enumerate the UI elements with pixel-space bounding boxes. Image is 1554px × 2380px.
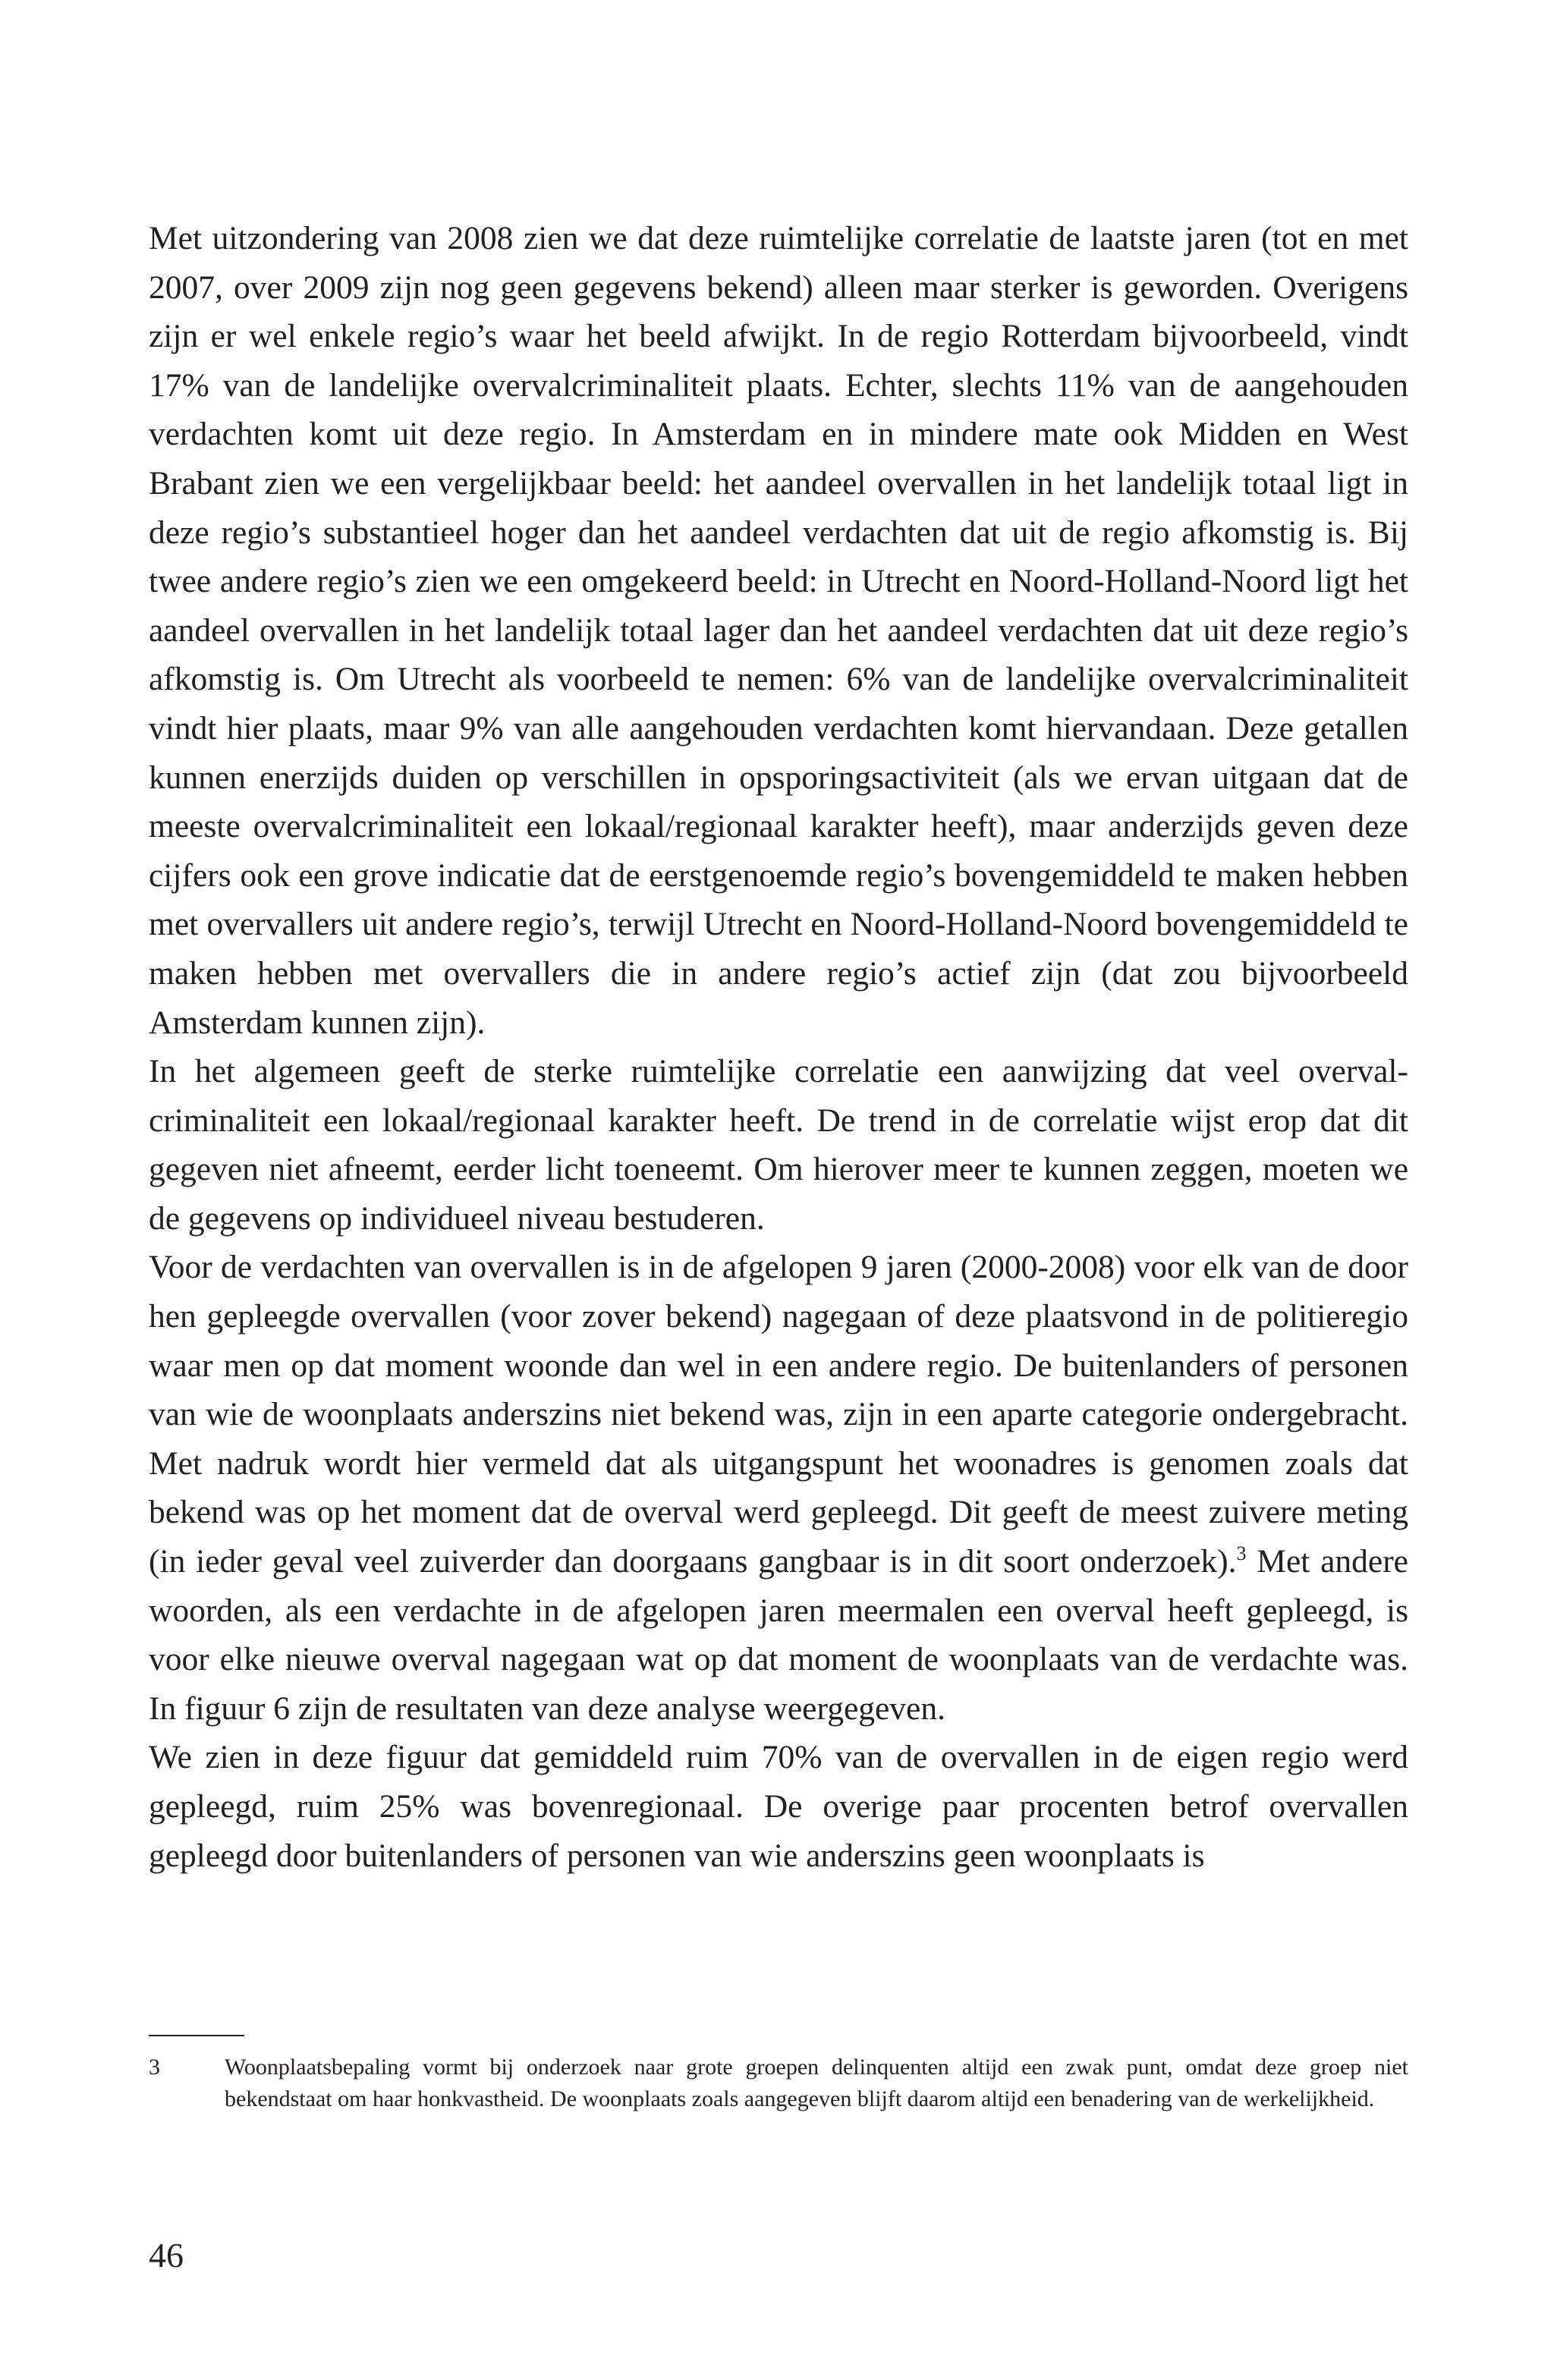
paragraph-3-text: Voor de verdachten van overvallen is in de afgelopen 9 jaren (2000-2008) voor elk van de door hen gepleegde overvallen (voor zover bekend) nagegaan of deze plaatsvond in de politieregio waar men op dat moment woonde dan wel in een andere regio. De buitenlanders of personen van wie de woonplaats anderszins niet bekend was, zijn in een aparte categorie ondergebracht. Met nadruk wordt hier vermeld dat als uitgangspunt het woonadres is genomen zoals dat bekend was op het moment dat de overval werd gepleegd. Dit geeft de meest zuivere meting (in ieder geval veel zuiverder dan doorgaans gangbaar is in dit soort onderzoek). — [149, 1249, 1408, 1580]
footnote — [149, 2051, 1408, 2115]
paragraph-2: In het algemeen geeft de sterke ruimtelijke correlatie een aanwijzing dat veel overvalcriminaliteit een lokaal/regionaal karakter heeft. De trend in de correlatie wijst erop dat dit gegeven niet afneemt, eerder licht toeneemt. Om hierover meer te kunnen zeggen, moeten we de gegevens op individueel niveau bestuderen. — [149, 1053, 1408, 1237]
paragraph-4: We zien in deze figuur dat gemiddeld ruim 70% van de overvallen in de eigen regio werd gepleegd, ruim 25% was bovenregionaal. De overige paar procenten betrof overvallen gepleegd door buitenlanders of personen van wie anderszins geen woonplaats is — [149, 1739, 1408, 1874]
paragraph-1: Met uitzondering van 2008 zien we dat deze ruimtelijke correlatie de laatste jaren (tot en met 2007, over 2009 zijn nog geen gegevens bekend) alleen maar sterker is geworden. Overigens zijn er wel enkele regio’s waar het beeld afwijkt. In de regio Rotterdam bijvoorbeeld, vindt 17% van de landelijke overvalcriminaliteit plaats. Echter, slechts 11% van de aangehouden verdachten komt uit deze regio. In Amsterdam en in mindere mate ook Midden en West Brabant zien we een vergelijkbaar beeld: het aandeel overvallen in het landelijk totaal ligt in deze regio’s substantieel hoger dan het aandeel verdachten dat uit de regio afkomstig is. Bij twee andere regio’s zien we een omgekeerd beeld: in Utrecht en Noord-Holland-Noord ligt het aandeel overvallen in het landelijk totaal lager dan het aandeel verdachten dat uit deze regio’s afkomstig is. Om Utrecht als voorbeeld te nemen: 6% van de landelijke overvalcriminaliteit vindt hier plaats, maar 9% van alle aangehouden verdachten komt hiervandaan. Deze getallen kunnen enerzijds duiden op verschillen in opsporingsactiviteit (als we ervan uitgaan dat de meeste overvalcriminaliteit een lokaal/regionaal karakter heeft), maar anderzijds geven deze cijfers ook een grove indicatie dat de eerstgenoemde regio’s bovengemiddeld te maken hebben met overvallers uit andere regio’s, terwijl Utrecht en Noord-Holland-Noord bovengemiddeld te maken hebben met overvallers die in andere regio’s actief zijn (dat zou bijvoorbeeld Amsterdam kunnen zijn). — [149, 220, 1408, 1041]
footnote-reference: 3 — [1236, 1542, 1247, 1565]
paragraph-3 — [149, 1243, 1408, 1733]
footnote-text: Woonplaatsbepaling vormt bij onderzoek naar grote groepen delinquenten altijd een zwak punt, omdat deze groep niet bekendstaat om haar honkvastheid. De woonplaats zoals aangegeven blijft daarom altijd een benadering van de werkelijkheid. — [225, 2055, 1408, 2111]
paragraph-3-continuation: Met andere woorden, als een verdachte in de afgelopen jaren meermalen een overval heeft gepleegd, is voor elke nieuwe overval nagegaan wat op dat moment de woonplaats van de verdachte was. In figuur 6 zijn de resultaten van deze analyse weergegeven. — [149, 1543, 1408, 1727]
body-text — [149, 214, 1408, 1880]
footnote-divider — [149, 2035, 244, 2036]
footnote-number: 3 — [149, 2055, 160, 2080]
page-number: 46 — [149, 2236, 184, 2275]
